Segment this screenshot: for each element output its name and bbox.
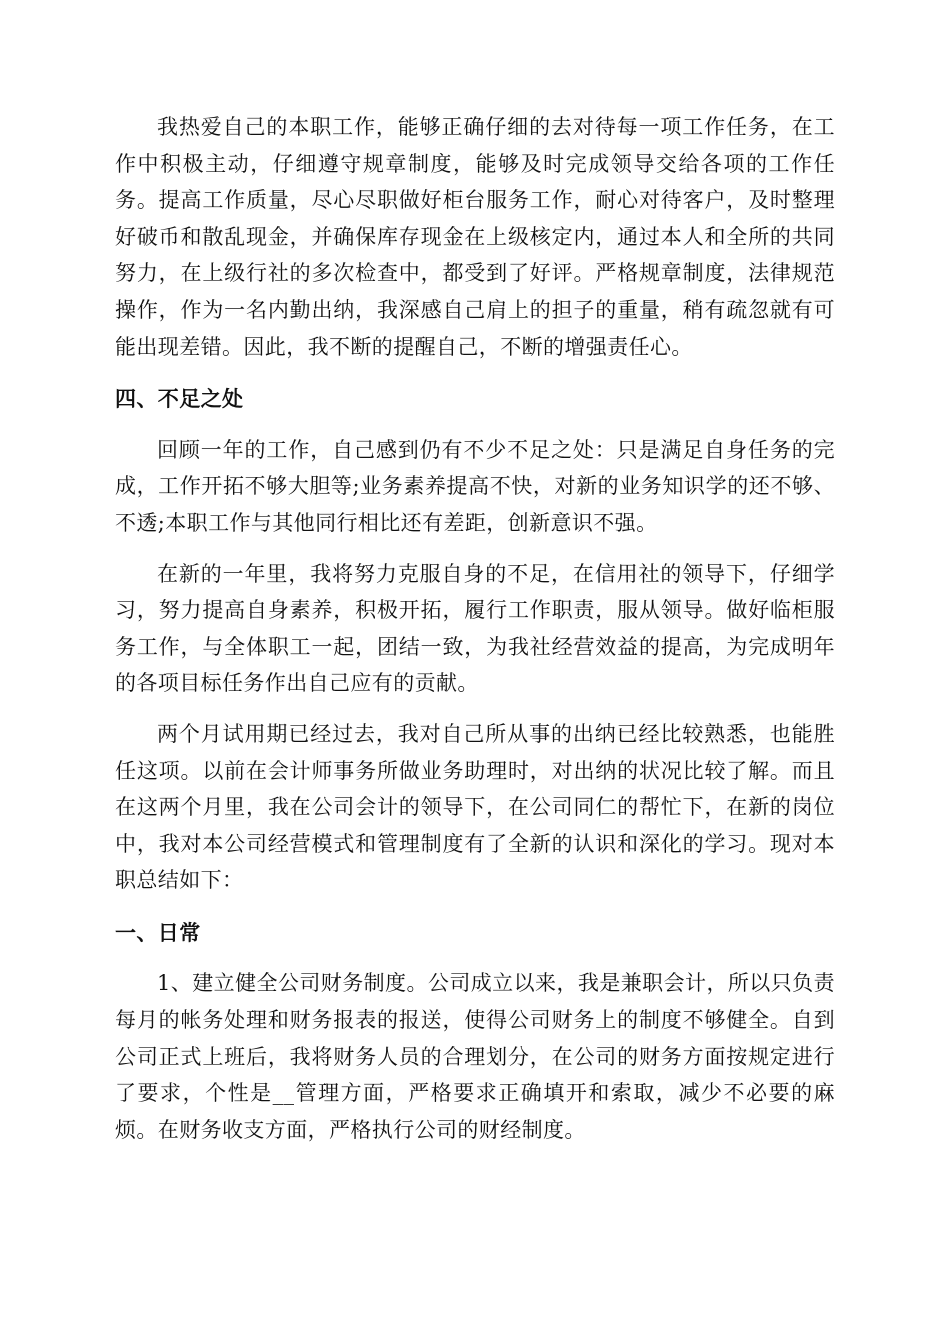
spacer [115,899,835,915]
spacer [115,702,835,716]
spacer [115,418,835,432]
spacer [115,542,835,556]
paragraph-duty: 我热爱自己的本职工作，能够正确仔细的去对待每一项工作任务，在工作中积极主动，仔细遵守规章制度，能够及时完成领导交给各项的工作任务。提高工作质量，尽心尽职做好柜台服务工作，耐心对待客户，及时整理好破币和散乱现金，并确保库存现金在上级核定内，通过本人和全所的共同努力，在上级行社的多次检查中，都受到了好评。严格规章制度，法律规范操作，作为一名内勤出纳，我深感自己肩上的担子的重量，稍有疏忽就有可能出现差错。因此，我不断的提醒自己，不断的增强责任心。 [115,115,835,359]
spacer [115,951,835,965]
paragraph-new-year: 在新的一年里，我将努力克服自身的不足，在信用社的领导下，仔细学习，努力提高自身素养，积极开拓，履行工作职责，服从领导。做好临柜服务工作，与全体职工一起，团结一致，为我社经营效益的提高，为完成明年的各项目标任务作出自己应有的贡献。 [115,561,835,696]
document-page [115,109,835,1148]
paragraph-finance-system: 1、建立健全公司财务制度。公司成立以来，我是兼职会计，所以只负责每月的帐务处理和财务报表的报送，使得公司财务上的制度不够健全。自到公司正式上班后，我将财务人员的合理划分，在公司的财务方面按规定进行了要求，个性是__管理方面，严格要求正确填开和索取，减少不必要的麻烦。在财务收支方面，严格执行公司的财经制度。 [115,971,835,1142]
paragraph-review: 回顾一年的工作，自己感到仍有不少不足之处：只是满足自身任务的完成，工作开拓不够大胆等;业务素养提高不快，对新的业务知识学的还不够、不透;本职工作与其他同行相比还有差距，创新意识不强。 [115,437,835,535]
section-heading-daily: 一、日常 [115,920,201,945]
section-heading-shortcomings: 四、不足之处 [115,387,244,412]
spacer [115,365,835,381]
paragraph-probation: 两个月试用期已经过去，我对自己所从事的出纳已经比较熟悉，也能胜任这项。以前在会计师事务所做业务助理时，对出纳的状况比较了解。而且在这两个月里，我在公司会计的领导下，在公司同仁的帮忙下，在新的岗位中，我对本公司经营模式和管理制度有了全新的认识和深化的学习。现对本职总结如下： [115,721,835,893]
